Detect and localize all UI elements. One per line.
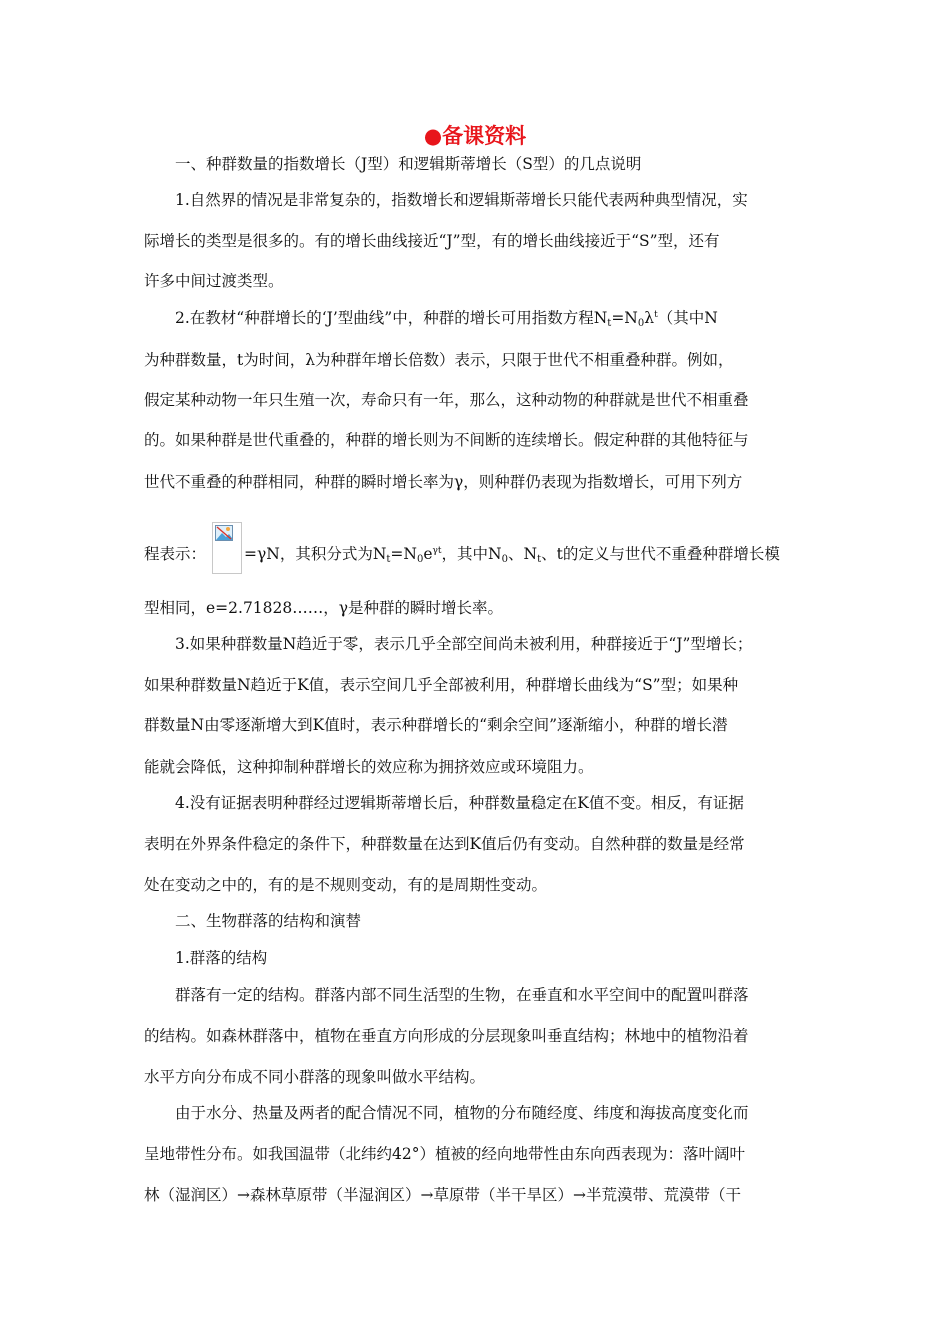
paragraph-line: 的。如果种群是世代重叠的，种群的增长则为不间断的连续增长。假定种群的其他特征与 <box>144 431 749 449</box>
paragraph-line: 4.没有证据表明种群经过逻辑斯蒂增长后，种群数量稳定在K值不变。相反，有证据 <box>175 794 744 812</box>
paragraph-line: 3.如果种群数量N趋近于零，表示几乎全部空间尚未被利用，种群接近于“J”型增长； <box>175 635 753 653</box>
page-title: ●备课资料 <box>423 124 527 148</box>
paragraph-line: 表明在外界条件稳定的条件下，种群数量在达到K值后仍有变动。自然种群的数量是经常 <box>144 835 745 853</box>
paragraph-line: 许多中间过渡类型。 <box>144 272 284 290</box>
paragraph-line: 林（湿润区）→森林草原带（半湿润区）→草原带（半干旱区）→半荒漠带、荒漠带（干 <box>144 1186 741 1204</box>
paragraph-line: 的结构。如森林群落中，植物在垂直方向形成的分层现象叫垂直结构；林地中的植物沿着 <box>144 1027 749 1045</box>
paragraph-line: 处在变动之中的，有的是不规则变动，有的是周期性变动。 <box>144 876 548 894</box>
paragraph-line: 程表示： <box>144 545 207 563</box>
paragraph-line: 群数量N由零逐渐增大到K值时，表示种群增长的“剩余空间”逐渐缩小，种群的增长潜 <box>144 716 728 734</box>
paragraph-line: 际增长的类型是很多的。有的增长曲线接近“J”型，有的增长曲线接近于“S”型，还有 <box>144 232 720 250</box>
paragraph-line: 能就会降低，这种抑制种群增长的效应称为拥挤效应或环境阻力。 <box>144 758 594 776</box>
paragraph-line: 世代不重叠的种群相同，种群的瞬时增长率为γ，则种群仍表现为指数增长，可用下列方 <box>144 473 743 491</box>
subsection-heading: 1.群落的结构 <box>175 949 268 967</box>
paragraph-line: 呈地带性分布。如我国温带（北纬约42°）植被的经向地带性由东向西表现为：落叶阔叶 <box>144 1145 745 1163</box>
paragraph-line: 1.自然界的情况是非常复杂的，指数增长和逻辑斯蒂增长只能代表两种典型情况，实 <box>175 191 748 209</box>
section-heading-1: 一、种群数量的指数增长（J型）和逻辑斯蒂增长（S型）的几点说明 <box>175 155 642 173</box>
paragraph-line: 2.在教材“种群增长的‘J’型曲线”中，种群的增长可用指数方程$N_t=N_0\lambda^t$（其中N <box>175 309 718 329</box>
broken-image-icon <box>212 522 242 574</box>
section-heading-2: 二、生物群落的结构和演替 <box>175 912 362 930</box>
paragraph-line: 型相同，e=2.71828……，γ是种群的瞬时增长率。 <box>144 599 504 617</box>
paragraph-line: =γN，其积分式为$N_t=N_0e^{\gamma t}$，其中$N_0$、$N_t$、t的定义与世代不重叠种群增长模 <box>244 545 780 565</box>
paragraph-line: 群落有一定的结构。群落内部不同生活型的生物，在垂直和水平空间中的配置叫群落 <box>175 986 749 1004</box>
paragraph-line: 假定某种动物一年只生殖一次，寿命只有一年，那么，这种动物的种群就是世代不相重叠 <box>144 391 749 409</box>
paragraph-line: 水平方向分布成不同小群落的现象叫做水平结构。 <box>144 1068 486 1086</box>
paragraph-line: 由于水分、热量及两者的配合情况不同，植物的分布随经度、纬度和海拔高度变化而 <box>175 1104 749 1122</box>
image-placeholder-icon <box>215 525 233 541</box>
paragraph-line: 为种群数量，t为时间，λ为种群年增长倍数）表示，只限于世代不相重叠种群。例如， <box>144 351 734 369</box>
paragraph-line: 如果种群数量N趋近于K值，表示空间几乎全部被利用，种群增长曲线为“S”型；如果种 <box>144 676 739 694</box>
